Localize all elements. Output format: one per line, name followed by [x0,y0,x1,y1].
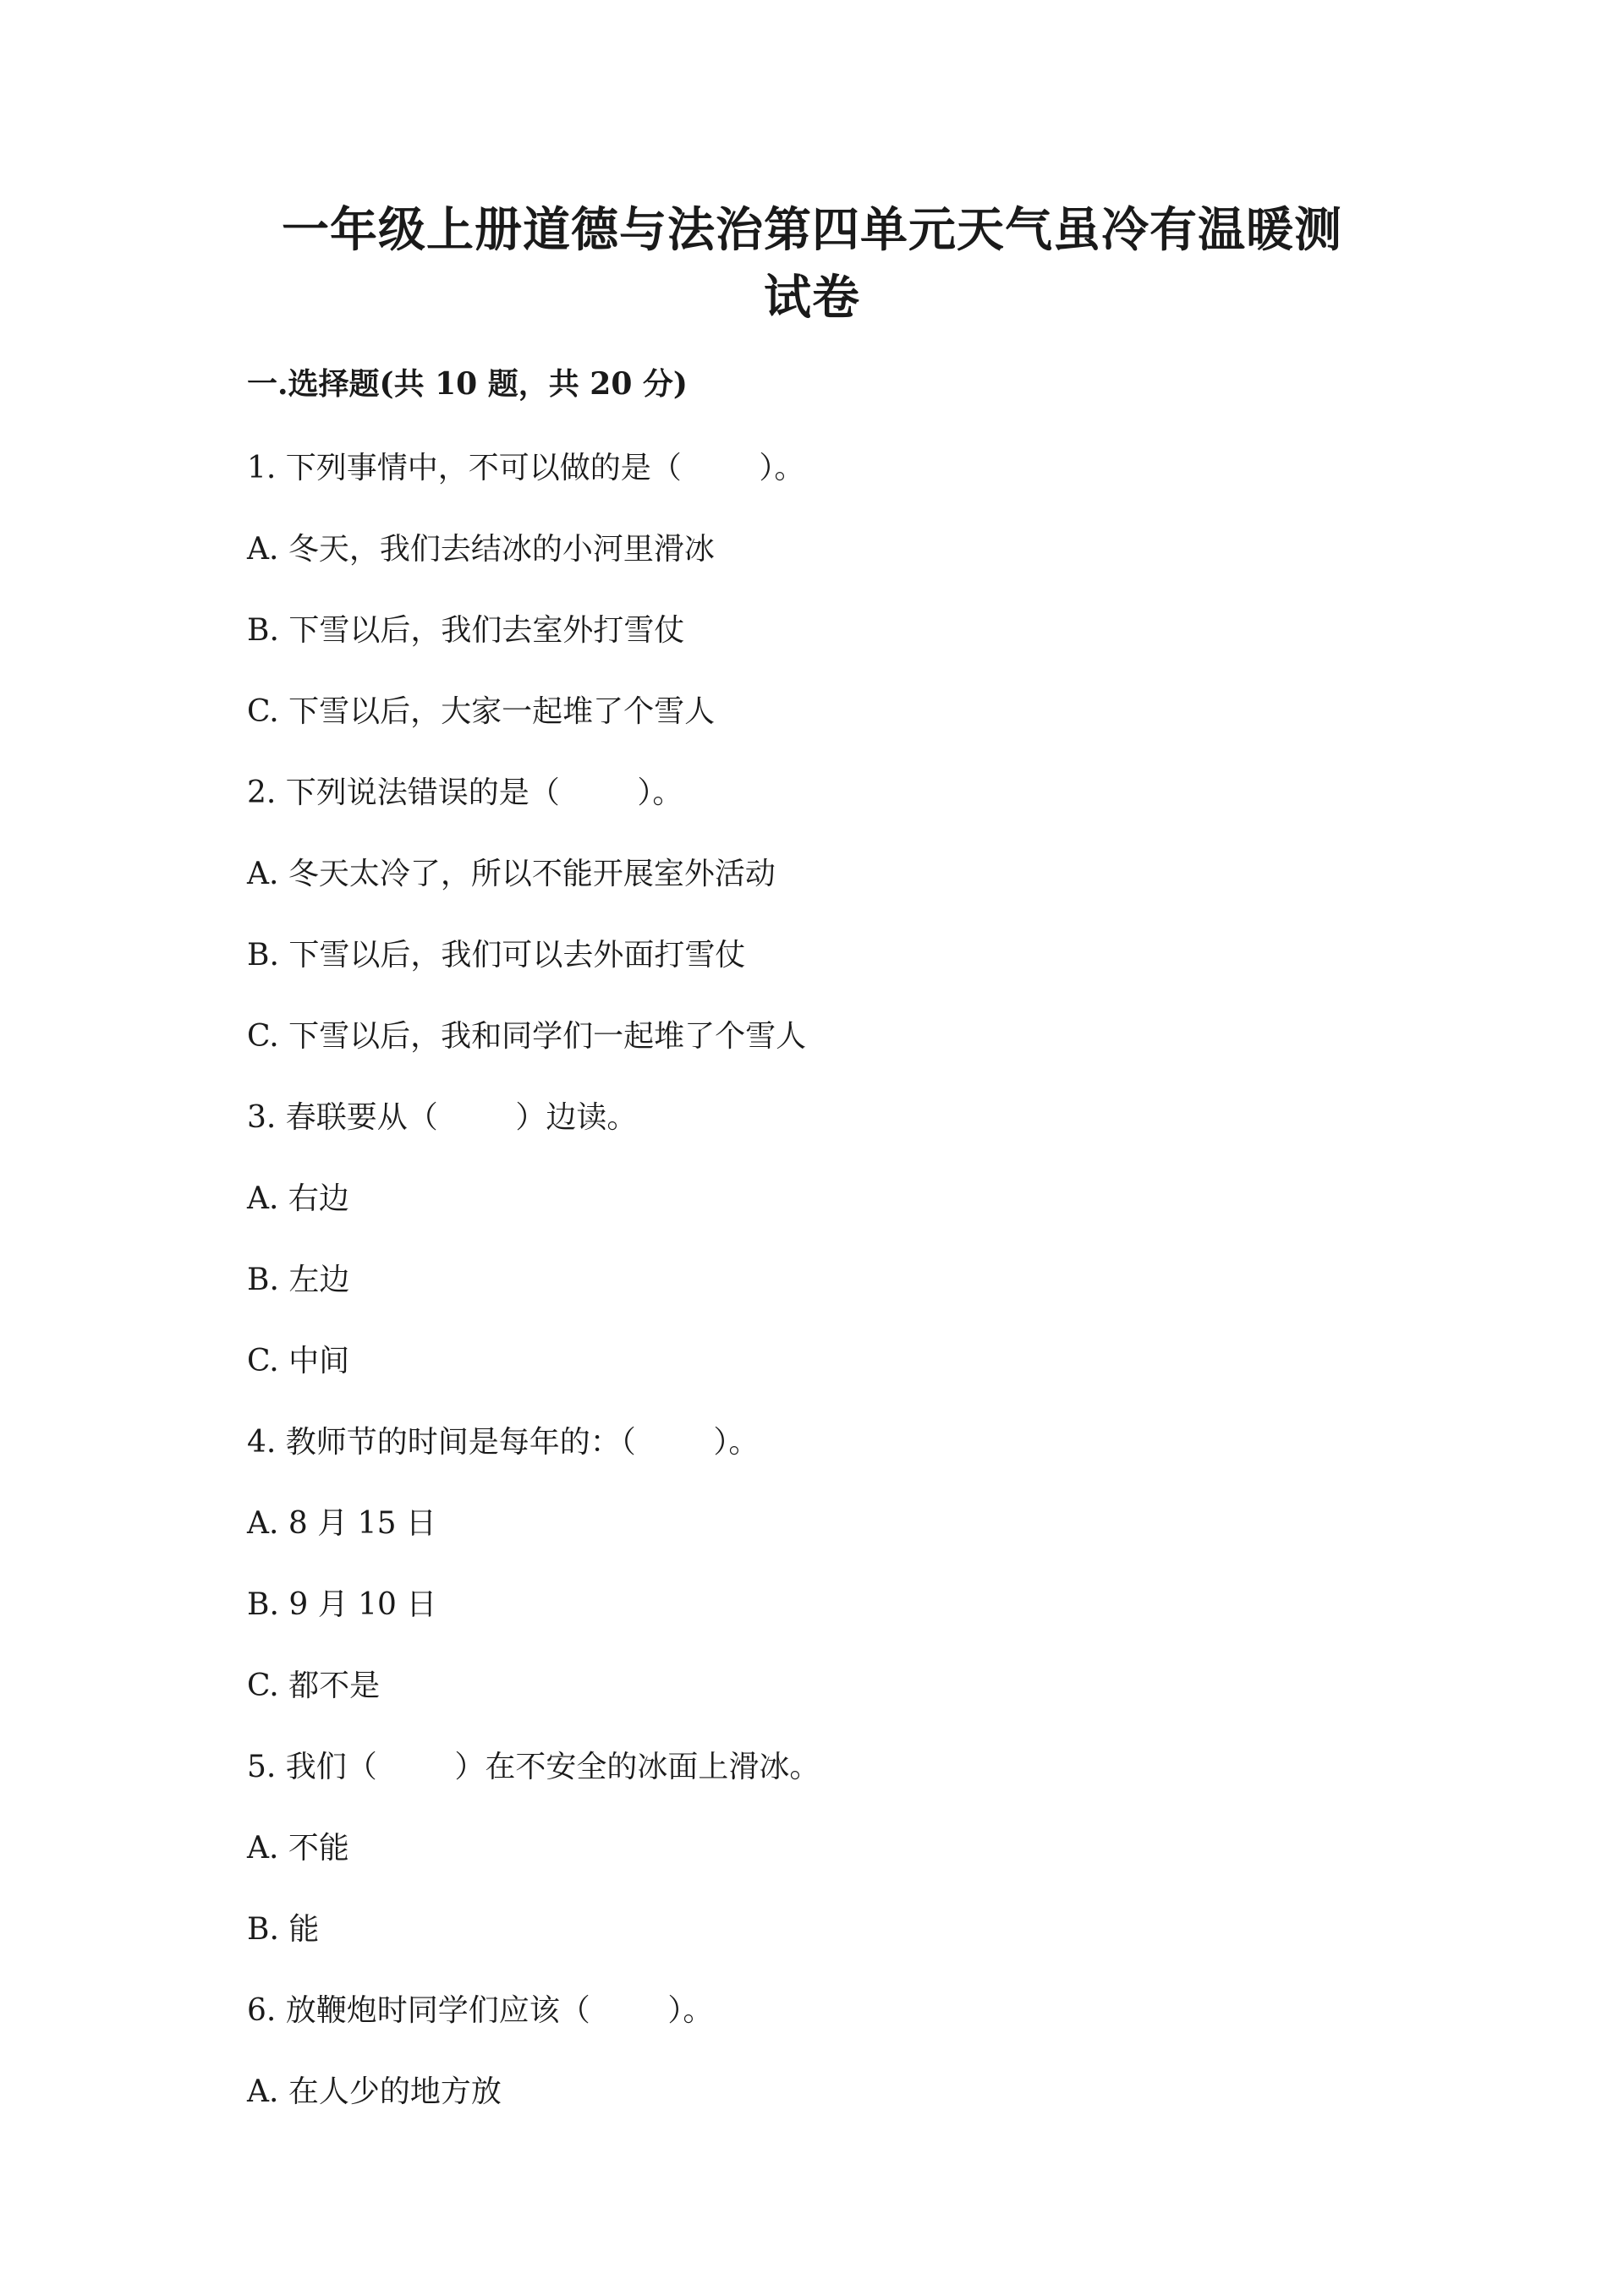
question-1-stem: 1. 下列事情中，不可以做的是（ ）。 [247,451,805,485]
question-2-option-c: C. 下雪以后，我和同学们一起堆了个雪人 [247,1019,807,1054]
question-1-option-c: C. 下雪以后，大家一起堆了个雪人 [247,694,716,729]
question-2-option-b: B. 下雪以后，我们可以去外面打雪仗 [247,938,746,973]
question-5-option-a: A. 不能 [247,1831,349,1866]
question-4-option-c: C. 都不是 [247,1669,381,1703]
question-3-option-b: B. 左边 [247,1263,350,1297]
question-1-option-b: B. 下雪以后，我们去室外打雪仗 [247,613,685,648]
page-title-line-1: 一年级上册道德与法治第四单元天气虽冷有温暖测 [282,202,1342,258]
question-6-option-a: A. 在人少的地方放 [247,2074,502,2109]
question-3-option-c: C. 中间 [247,1344,350,1378]
question-4-stem: 4. 教师节的时间是每年的：（ ）。 [247,1425,760,1460]
question-5-option-b: B. 能 [247,1912,320,1947]
question-2-stem: 2. 下列说法错误的是（ ）。 [247,775,683,810]
question-4-option-a: A. 8 月 15 日 [247,1506,436,1541]
question-6-stem: 6. 放鞭炮时同学们应该（ ）。 [247,1993,714,2028]
question-3-option-a: A. 右边 [247,1181,349,1216]
question-3-stem: 3. 春联要从（ ）边读。 [247,1100,638,1135]
question-2-option-a: A. 冬天太冷了，所以不能开展室外活动 [247,857,776,891]
question-4-option-b: B. 9 月 10 日 [247,1587,437,1622]
question-5-stem: 5. 我们（ ）在不安全的冰面上滑冰。 [247,1750,820,1784]
question-1-option-a: A. 冬天，我们去结冰的小河里滑冰 [247,532,715,567]
page-title-line-2: 试卷 [764,270,860,326]
section-heading: 一.选择题(共 10 题，共 20 分) [247,366,688,402]
